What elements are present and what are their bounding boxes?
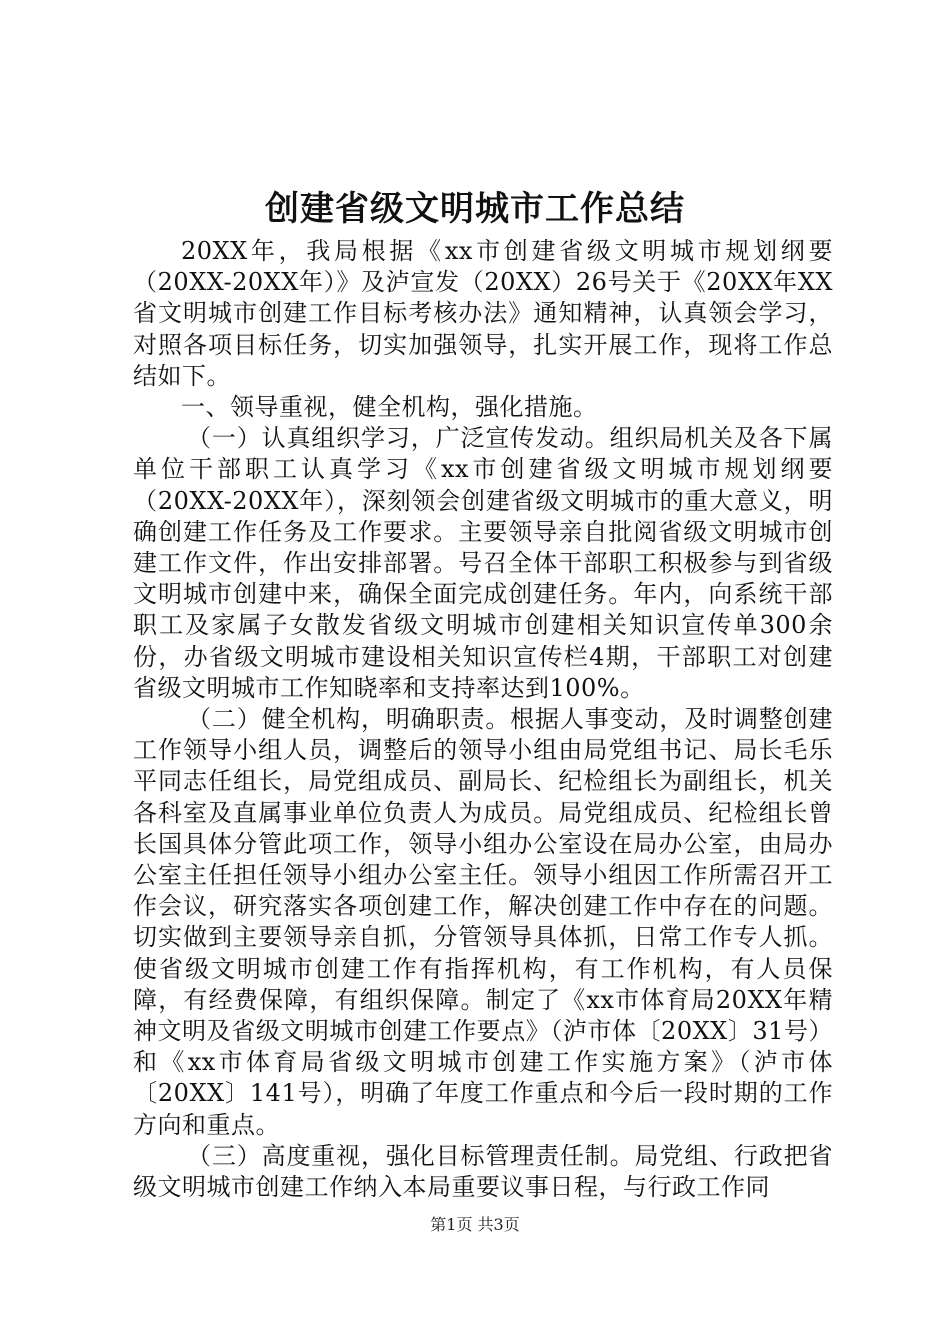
page-footer: 第1页 共3页 [430, 1215, 520, 1234]
section-heading-1: 一、领导重视，健全机构，强化措施。 [181, 393, 598, 422]
subsection-paragraph-2: （二）健全机构，明确职责。根据人事变动，及时调整创建工作领导小组人员，调整后的领导小组由局党组书记、局长毛乐平同志任组长，局党组成员、副局长、纪检组长为副组长，机关各科室及直属事业单位负责人为成员。局党组成员、纪检组长曾长国具体分管此项工作，领导小组办公室设在局办公室，由局办公室主任担任领导小组办公室主任。领导小组因工作所需召开工作会议，研究落实各项创建工作，解决创建工作中存在的问题。切实做到主要领导亲自抓，分管领导具体抓，日常工作专人抓。使省级文明城市创建工作有指挥机构，有工作机构，有人员保障，有经费保障，有组织保障。制定了《xx市体育局20XX年精神文明及省级文明城市创建工作要点》（泸市体〔20XX〕31号）和《xx市体育局省级文明城市创建工作实施方案》（泸市体〔20XX〕141号），明确了年度工作重点和今后一段时期的工作方向和重点。 [133, 705, 833, 1139]
intro-paragraph: 20XX年，我局根据《xx市创建省级文明城市规划纲要（20XX-20XX年）》及泸宣发（20XX）26号关于《20XX年XX省文明城市创建工作目标考核办法》通知精神，认真领会学习，对照各项目标任务，切实加强领导，扎实开展工作，现将工作总结如下。 [133, 237, 833, 390]
subsection-paragraph-1: （一）认真组织学习，广泛宣传发动。组织局机关及各下属单位干部职工认真学习《xx市创建省级文明城市规划纲要（20XX-20XX年），深刻领会创建省级文明城市的重大意义，明确创建工作任务及工作要求。主要领导亲自批阅省级文明城市创建工作文件，作出安排部署。号召全体干部职工积极参与到省级文明城市创建中来，确保全面完成创建任务。年内，向系统干部职工及家属子女散发省级文明城市创建相关知识宣传单300余份，办省级文明城市建设相关知识宣传栏4期，干部职工对创建省级文明城市工作知晓率和支持率达到100%。 [133, 424, 833, 702]
subsection-paragraph-3: （三）高度重视，强化目标管理责任制。局党组、行政把省级文明城市创建工作纳入本局重要议事日程，与行政工作同 [133, 1141, 833, 1202]
document-body [133, 236, 833, 1203]
document-title: 创建省级文明城市工作总结 [265, 189, 685, 229]
